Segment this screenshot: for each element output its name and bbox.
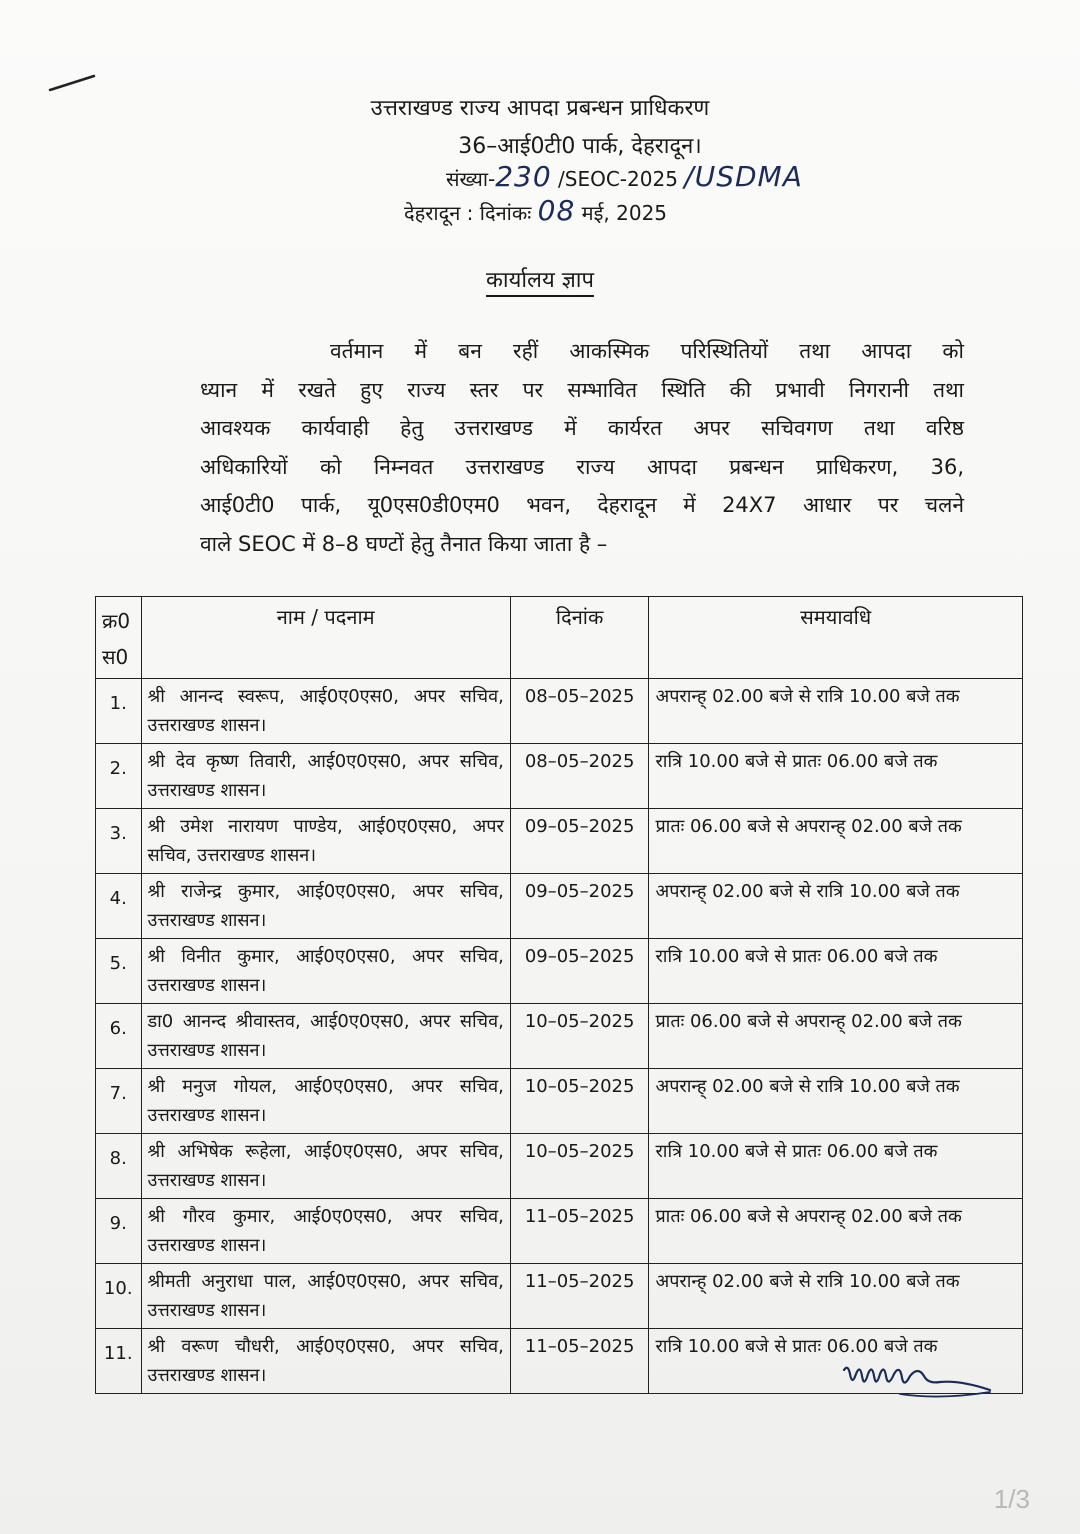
ref-suffix-handwritten: /USDMA (684, 160, 803, 193)
row-duration: रात्रि 10.00 बजे से प्रातः 06.00 बजे तक (649, 939, 1023, 1004)
table-row (96, 1264, 1023, 1329)
pen-stroke-mark (48, 72, 96, 94)
ref-number-handwritten: 230 (495, 160, 552, 193)
row-serial: 6. (96, 1004, 142, 1069)
row-date: 10–05–2025 (510, 1069, 649, 1134)
ref-prefix: संख्या- (446, 167, 496, 191)
header-duration: समयावधि (649, 597, 1023, 679)
row-name: श्री गौरव कुमार, आई0ए0एस0, अपर सचिव, उत्तराखण्ड शासन। (141, 1199, 510, 1264)
organization-name: उत्तराखण्ड राज्य आपदा प्रबन्धन प्राधिकरण (370, 96, 710, 121)
table-row (96, 939, 1023, 1004)
row-date: 08–05–2025 (510, 744, 649, 809)
row-duration: रात्रि 10.00 बजे से प्रातः 06.00 बजे तक (649, 1329, 1023, 1394)
row-serial: 4. (96, 874, 142, 939)
row-name: श्री मनुज गोयल, आई0ए0एस0, अपर सचिव, उत्तराखण्ड शासन। (141, 1069, 510, 1134)
table-row (96, 744, 1023, 809)
row-duration: प्रातः 06.00 बजे से अपरान्ह् 02.00 बजे तक (649, 1004, 1023, 1069)
body-line: अधिकारियों को निम्नवत उत्तराखण्ड राज्य आपदा प्रबन्धन प्राधिकरण, 36, (200, 454, 964, 479)
header-serial: क्र0 स0 (96, 597, 142, 679)
row-duration: रात्रि 10.00 बजे से प्रातः 06.00 बजे तक (649, 1134, 1023, 1199)
row-duration: प्रातः 06.00 बजे से अपरान्ह् 02.00 बजे तक (649, 1199, 1023, 1264)
ref-middle: /SEOC-2025 (551, 167, 685, 191)
header-name: नाम / पदनाम (141, 597, 510, 679)
reference-number (446, 160, 803, 193)
body-line: आवश्यक कार्यवाही हेतु उत्तराखण्ड में कार्यरत अपर सचिवगण तथा वरिष्ठ (200, 416, 964, 440)
body-line: ध्यान में रखते हुए राज्य स्तर पर सम्भावित स्थिति की प्रभावी निगरानी तथा (200, 377, 964, 402)
subject-heading (0, 264, 1080, 294)
row-name: श्री अभिषेक रूहेला, आई0ए0एस0, अपर सचिव, उत्तराखण्ड शासन। (141, 1134, 510, 1199)
row-serial: 2. (96, 744, 142, 809)
row-serial: 10. (96, 1264, 142, 1329)
row-serial: 8. (96, 1134, 142, 1199)
row-name: श्री विनीत कुमार, आई0ए0एस0, अपर सचिव, उत्तराखण्ड शासन। (141, 939, 510, 1004)
table-header-row (96, 597, 1023, 679)
row-serial: 1. (96, 679, 142, 744)
row-duration: अपरान्ह् 02.00 बजे से रात्रि 10.00 बजे तक (649, 874, 1023, 939)
table-row (96, 1069, 1023, 1134)
row-serial: 5. (96, 939, 142, 1004)
table-row (96, 679, 1023, 744)
row-duration: अपरान्ह् 02.00 बजे से रात्रि 10.00 बजे तक (649, 679, 1023, 744)
row-duration: अपरान्ह् 02.00 बजे से रात्रि 10.00 बजे तक (649, 1069, 1023, 1134)
row-date: 10–05–2025 (510, 1004, 649, 1069)
row-date: 09–05–2025 (510, 939, 649, 1004)
row-serial: 11. (96, 1329, 142, 1394)
header-date: दिनांक (510, 597, 649, 679)
row-serial: 7. (96, 1069, 142, 1134)
row-serial: 3. (96, 809, 142, 874)
row-name: श्री वरूण चौधरी, आई0ए0एस0, अपर सचिव, उत्तराखण्ड शासन। (141, 1329, 510, 1394)
row-duration: प्रातः 06.00 बजे से अपरान्ह् 02.00 बजे तक (649, 809, 1023, 874)
date-line (404, 194, 667, 227)
row-name: श्री राजेन्द्र कुमार, आई0ए0एस0, अपर सचिव, उत्तराखण्ड शासन। (141, 874, 510, 939)
row-name: श्री उमेश नारायण पाण्डेय, आई0ए0एस0, अपर सचिव, उत्तराखण्ड शासन। (141, 809, 510, 874)
date-suffix: मई, 2025 (575, 201, 668, 225)
table-row (96, 1199, 1023, 1264)
row-date: 11–05–2025 (510, 1264, 649, 1329)
row-date: 09–05–2025 (510, 809, 649, 874)
handwritten-signature (840, 1360, 1000, 1408)
row-name: श्री आनन्द स्वरूप, आई0ए0एस0, अपर सचिव, उत्तराखण्ड शासन। (141, 679, 510, 744)
row-duration: अपरान्ह् 02.00 बजे से रात्रि 10.00 बजे तक (649, 1264, 1023, 1329)
table-row (96, 874, 1023, 939)
date-prefix: देहरादून : दिनांकः (404, 201, 538, 225)
row-date: 08–05–2025 (510, 679, 649, 744)
subject-text: कार्यालय ज्ञाप (486, 268, 594, 297)
duty-roster-table (95, 596, 1023, 1394)
organization-address: 36–आई0टी0 पार्क, देहरादून। (458, 134, 702, 159)
table-row (96, 1004, 1023, 1069)
row-name: श्री देव कृष्ण तिवारी, आई0ए0एस0, अपर सचिव, उत्तराखण्ड शासन। (141, 744, 510, 809)
body-line: आई0टी0 पार्क, यू0एस0डी0एम0 भवन, देहरादून में 24X7 आधार पर चलने (200, 493, 964, 517)
page-indicator: 1/3 (993, 1484, 1030, 1514)
row-duration: रात्रि 10.00 बजे से प्रातः 06.00 बजे तक (649, 744, 1023, 809)
row-date: 09–05–2025 (510, 874, 649, 939)
row-name: श्रीमती अनुराधा पाल, आई0ए0एस0, अपर सचिव, उत्तराखण्ड शासन। (141, 1264, 510, 1329)
body-line: वाले SEOC में 8–8 घण्टों हेतु तैनात किया जाता है – (200, 531, 608, 556)
row-date: 11–05–2025 (510, 1329, 649, 1394)
row-serial: 9. (96, 1199, 142, 1264)
body-line: वर्तमान में बन रहीं आकस्मिक परिस्थितियों तथा आपदा को (330, 339, 964, 363)
date-day-handwritten: 08 (537, 194, 576, 227)
row-name: डा0 आनन्द श्रीवास्तव, आई0ए0एस0, अपर सचिव, उत्तराखण्ड शासन। (141, 1004, 510, 1069)
row-date: 10–05–2025 (510, 1134, 649, 1199)
table-row (96, 809, 1023, 874)
row-date: 11–05–2025 (510, 1199, 649, 1264)
body-paragraph (200, 332, 964, 563)
table-row (96, 1134, 1023, 1199)
